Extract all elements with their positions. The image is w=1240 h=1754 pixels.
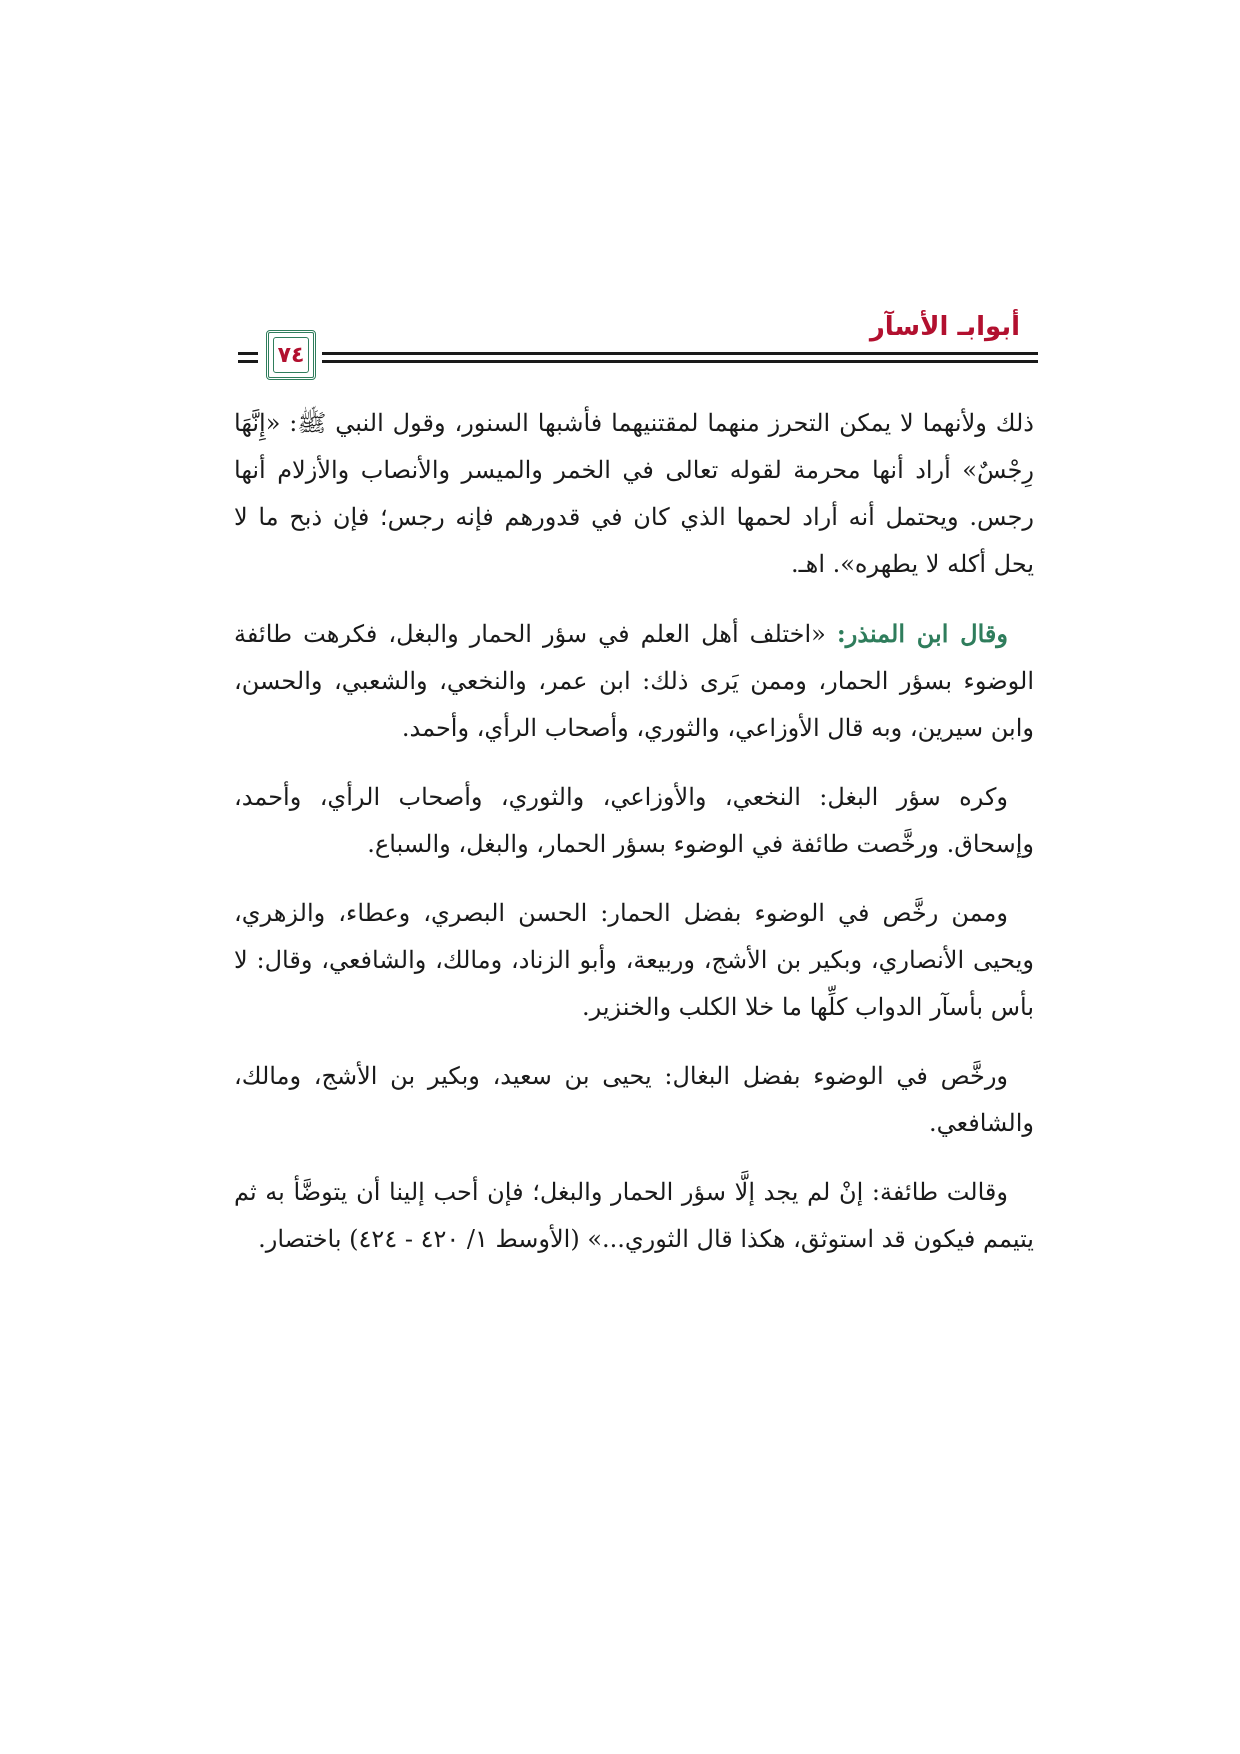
header-rule — [322, 360, 1038, 363]
header-rule — [322, 352, 1038, 355]
speaker-label: وقال ابن المنذر: — [836, 619, 1008, 648]
paragraph-5: ورخَّص في الوضوء بفضل البغال: يحيى بن سعيد، وبكير بن الأشج، ومالك، والشافعي. — [234, 1062, 1034, 1137]
paragraph-2 — [234, 610, 1034, 752]
running-title: أبوابـ الأسآر — [869, 312, 1020, 342]
header-rule — [238, 360, 258, 363]
paragraph-4: وممن رخَّص في الوضوء بفضل الحمار: الحسن البصري، وعطاء، والزهري، ويحيى الأنصاري، وبكير بن الأشج، وربيعة، وأبو الزناد، ومالك، والشافعي، وقال: لا بأس بأسآر الدواب كلِّها ما خلا الكلب والخنزير. — [234, 899, 1034, 1021]
page-number-badge — [266, 330, 316, 380]
paragraph-1: ذلك ولأنهما لا يمكن التحرز منهما لمقتنيهما فأشبها السنور، وقول النبي ﷺ: «إِنَّهَا رِجْسٌ» أراد أنها محرمة لقوله تعالى في الخمر والميسر والأنصاب والأزلام أنها رجس. ويحتمل أنه أراد لحمها الذي كان في قدورهم فإنه رجس؛ فإن ذبح ما لا يحل أكله لا يطهره». اهـ. — [234, 409, 1034, 578]
page-number: ٧٤ — [277, 342, 305, 368]
header-rule — [238, 352, 258, 355]
paragraph-3: وكره سؤر البغل: النخعي، والأوزاعي، والثوري، وأصحاب الرأي، وأحمد، وإسحاق. ورخَّصت طائفة في الوضوء بسؤر الحمار، والبغل، والسباع. — [234, 783, 1034, 858]
paragraph-2-text: «اختلف أهل العلم في سؤر الحمار والبغل، فكرهت طائفة الوضوء بسؤر الحمار، وممن يَرى ذلك: ابن عمر، والنخعي، والشعبي، والحسن، وابن سيرين، وبه قال الأوزاعي، والثوري، وأصحاب الرأي، وأحمد. — [234, 620, 1034, 742]
paragraph-6: وقالت طائفة: إنْ لم يجد إلَّا سؤر الحمار والبغل؛ فإن أحب إلينا أن يتوضَّأ به ثم يتيمم فيكون قد استوثق، هكذا قال الثوري...» (الأوسط ١/ ٤٢٠ - ٤٢٤) باختصار. — [234, 1178, 1034, 1253]
page-body — [234, 400, 1034, 1285]
page-header — [238, 312, 1038, 388]
